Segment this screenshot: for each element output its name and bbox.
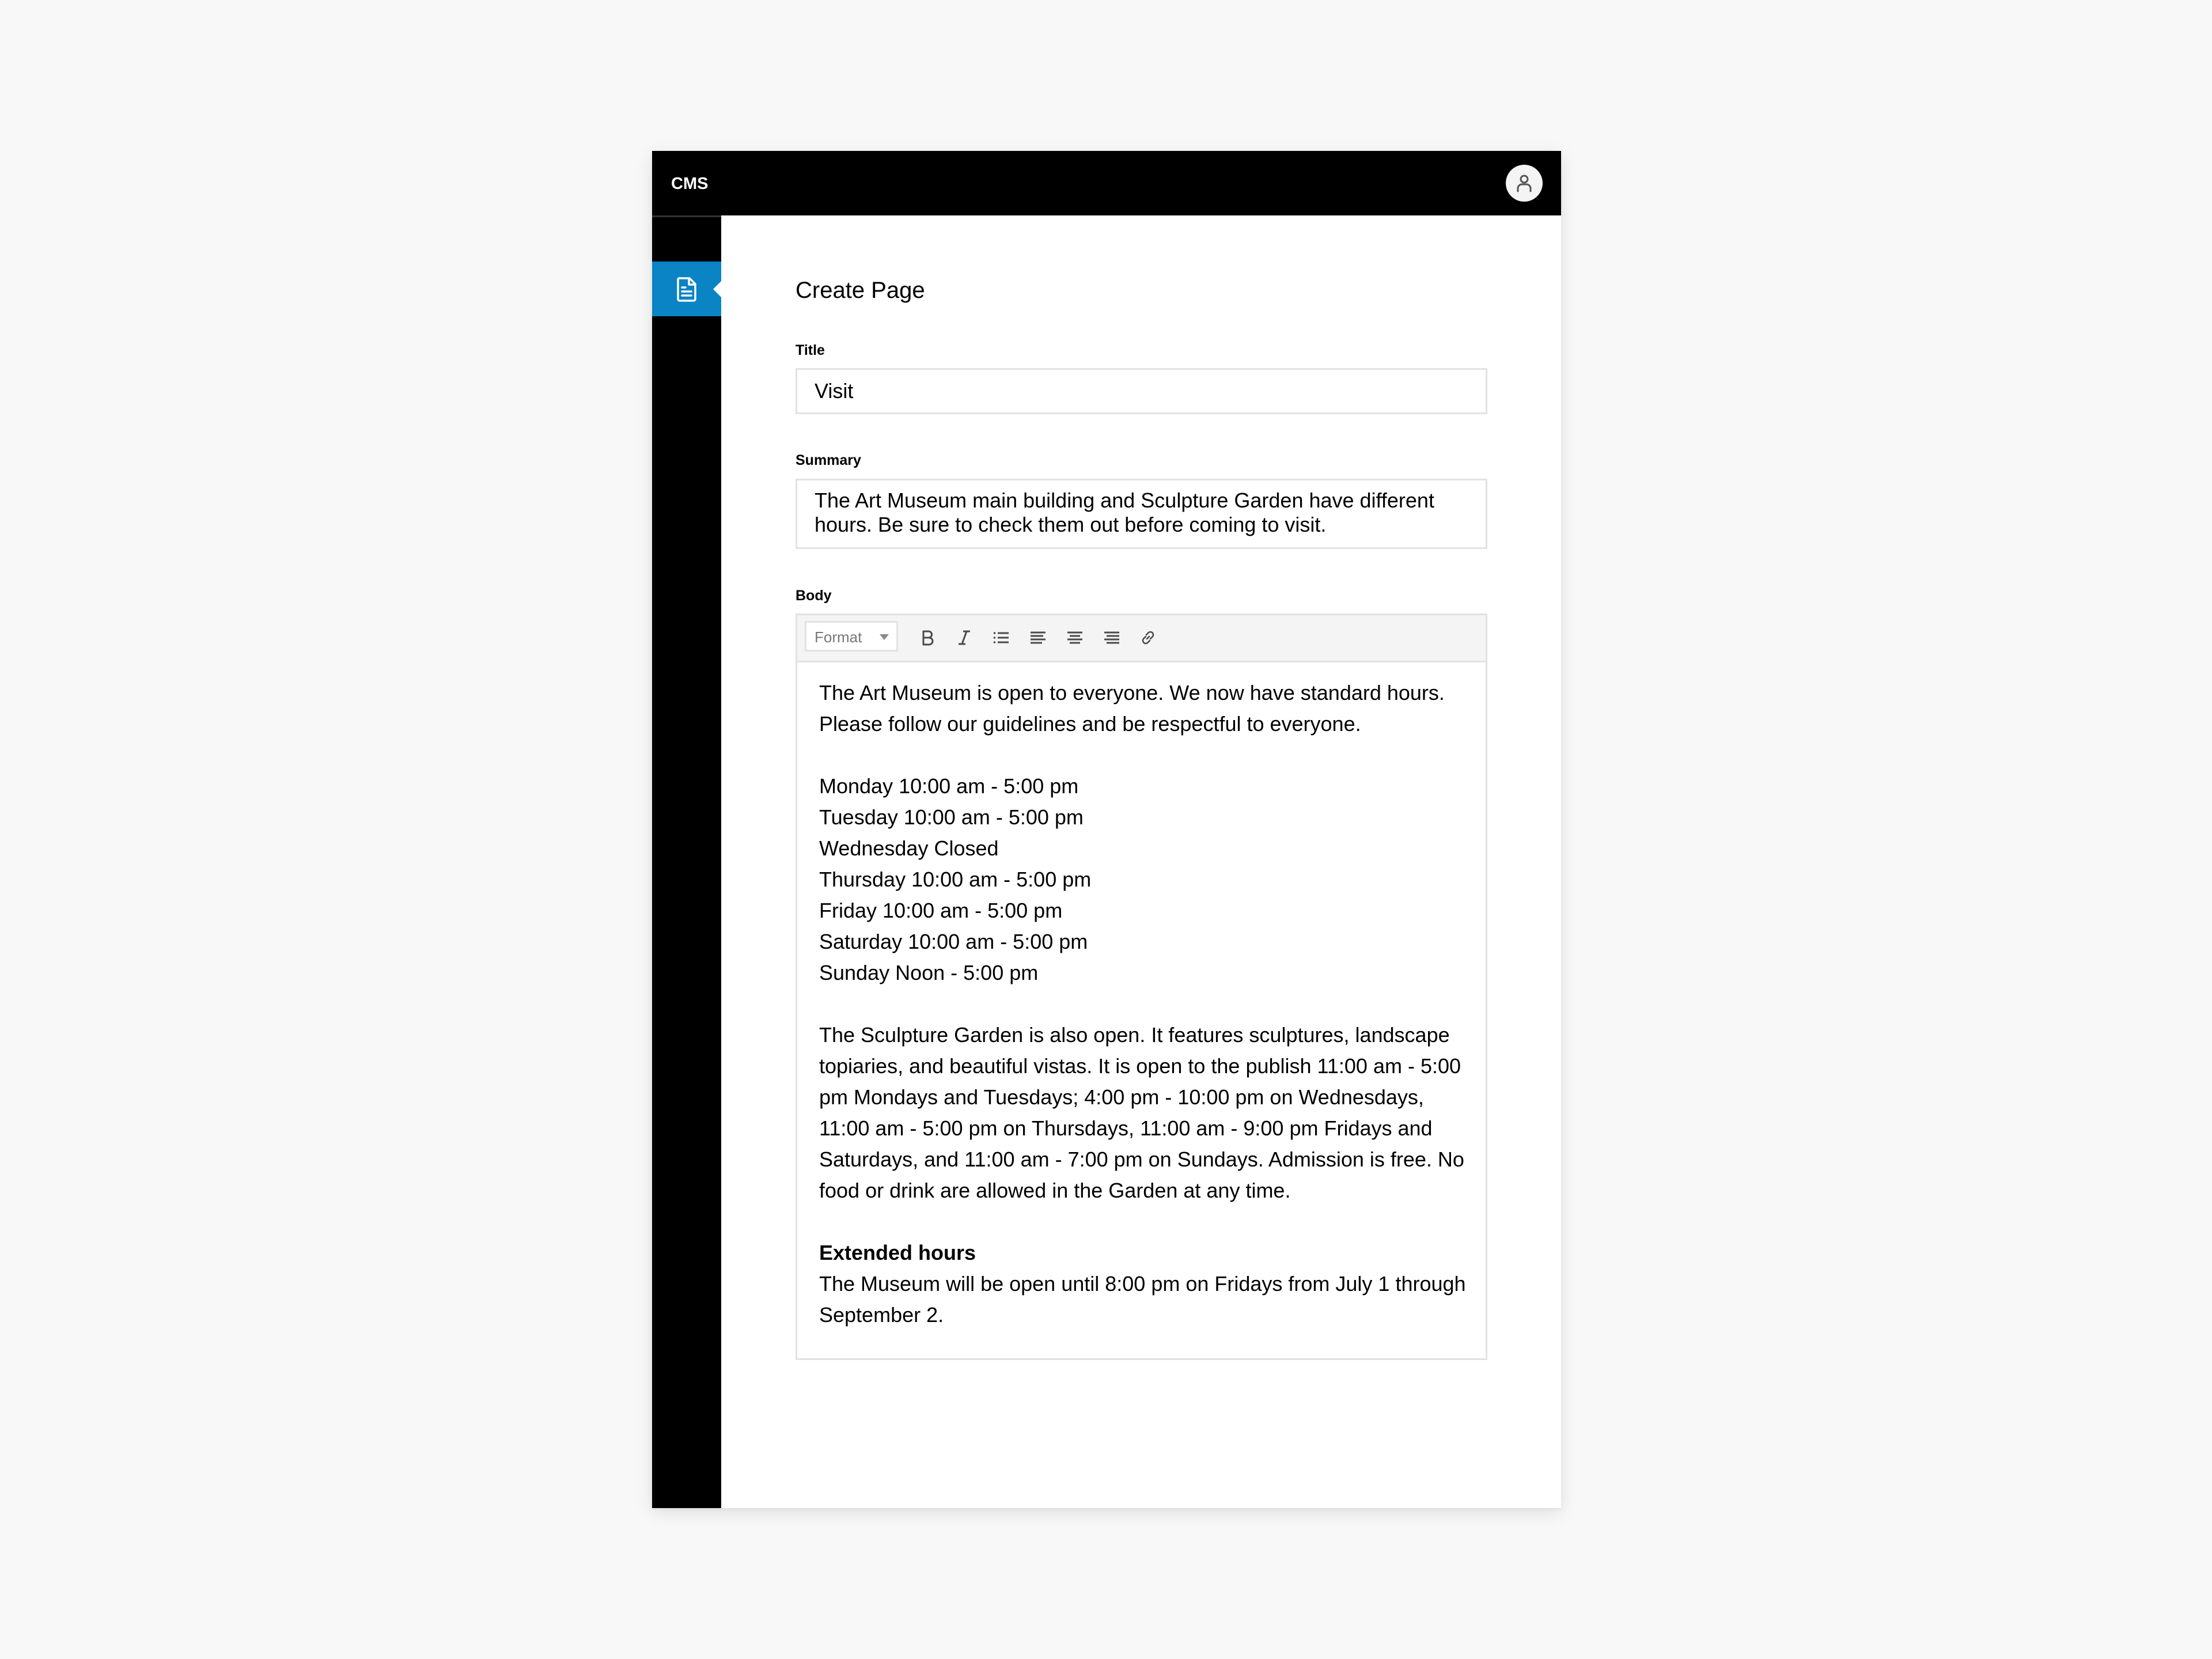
sidebar-divider (652, 215, 721, 217)
extended-hours-heading: Extended hours (819, 1241, 976, 1264)
list-icon (993, 631, 1009, 645)
user-icon (1516, 174, 1533, 192)
title-input[interactable] (796, 368, 1487, 414)
chevron-down-icon (880, 634, 889, 640)
cms-window (652, 151, 1561, 1508)
link-icon (1139, 629, 1157, 646)
hours-line: Friday 10:00 am - 5:00 pm (819, 899, 1063, 922)
format-dropdown-label: Format (815, 628, 862, 646)
align-right-icon (1104, 631, 1120, 644)
title-label: Title (796, 342, 825, 358)
main-content (721, 215, 1561, 1508)
bold-icon (921, 630, 935, 646)
align-center-icon (1067, 631, 1083, 644)
extended-hours-paragraph: The Museum will be open until 8:00 pm on Fridays from July 1 through September 2. (819, 1272, 1466, 1327)
align-left-icon (1030, 631, 1046, 644)
hours-line: Monday 10:00 am - 5:00 pm (819, 774, 1079, 798)
insert-link-button[interactable] (1138, 627, 1158, 648)
page-title: Create Page (796, 278, 925, 303)
hours-line: Sunday Noon - 5:00 pm (819, 961, 1039, 984)
sidebar (652, 215, 721, 1508)
editor-content[interactable] (819, 662, 1468, 1331)
user-avatar-button[interactable] (1506, 165, 1543, 202)
bold-button[interactable] (918, 627, 938, 648)
intro-paragraph: The Art Museum is open to everyone. We now have standard hours. Please follow our guidelines and be respectful to everyone. (819, 681, 1445, 736)
format-dropdown[interactable] (805, 621, 898, 652)
align-left-button[interactable] (1028, 627, 1048, 648)
align-center-button[interactable] (1065, 627, 1085, 648)
body-label: Body (796, 588, 832, 604)
hours-line: Saturday 10:00 am - 5:00 pm (819, 930, 1088, 953)
top-header (652, 151, 1561, 215)
garden-paragraph: The Sculpture Garden is also open. It features sculptures, landscape topiaries, and beautiful vistas. It is open to the publish 11:00 am - 5:00 pm Mondays and Tuesdays; 4:00 pm - 10:00 pm on Wednesdays, 11:00 am - 5:00 pm on Thursdays, 11:00 am - 9:00 pm Fridays and Saturdays, and 11:00 am - 7:00 pm on Sundays. Admission is free. No food or drink are allowed in the Garden at any time. (819, 1023, 1464, 1202)
hours-line: Wednesday Closed (819, 836, 999, 860)
body-rich-text-editor[interactable] (796, 613, 1487, 1360)
active-indicator (713, 281, 721, 297)
align-right-button[interactable] (1101, 627, 1122, 648)
bulleted-list-button[interactable] (991, 627, 1012, 648)
hours-line: Tuesday 10:00 am - 5:00 pm (819, 805, 1084, 829)
hours-line: Thursday 10:00 am - 5:00 pm (819, 868, 1092, 891)
brand-logo[interactable]: CMS (671, 175, 709, 193)
italic-button[interactable] (954, 627, 975, 648)
sidebar-item-pages[interactable] (652, 262, 721, 316)
museum-hours-list (819, 771, 1468, 988)
summary-label: Summary (796, 452, 861, 468)
document-icon (676, 276, 697, 302)
summary-textarea[interactable]: The Art Museum main building and Sculpture Garden have different hours. Be sure to check them out before coming to visit. (796, 479, 1487, 549)
editor-toolbar (797, 615, 1486, 662)
italic-icon (957, 630, 972, 646)
